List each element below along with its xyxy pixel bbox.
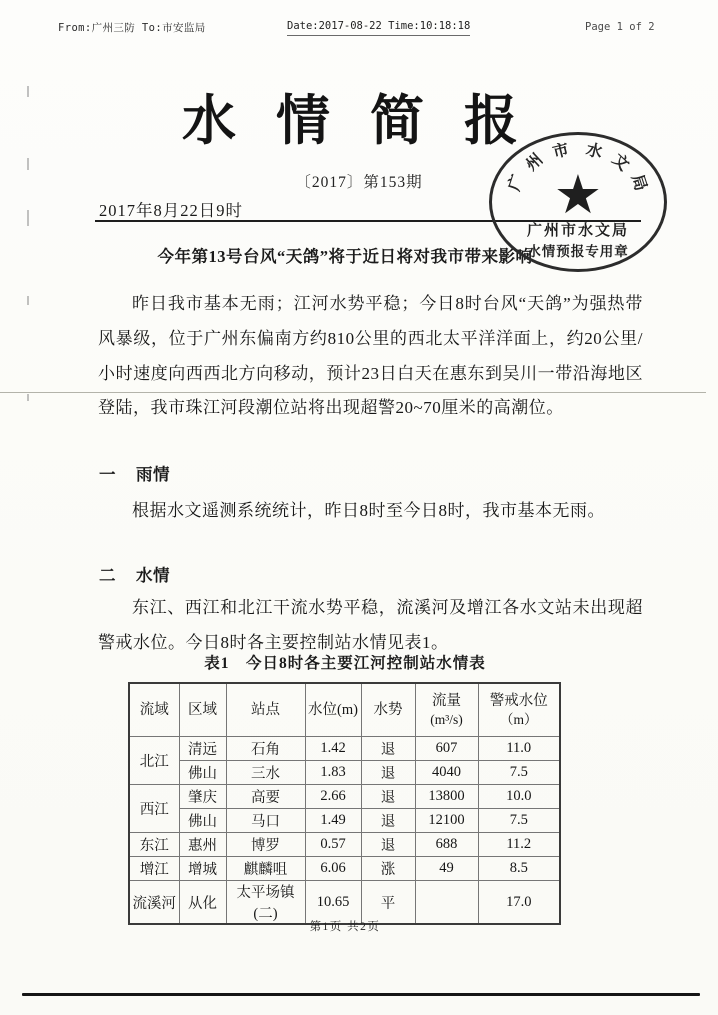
cell-flow: 607 (415, 737, 478, 761)
table-row (129, 833, 560, 857)
cell-region: 从化 (179, 881, 226, 925)
cell-warning: 7.5 (478, 809, 560, 833)
col-header-warning-label: 警戒水位 (489, 692, 548, 709)
cell-level: 1.49 (305, 809, 361, 833)
cell-level: 0.57 (305, 833, 361, 857)
cell-warning: 11.0 (478, 737, 560, 761)
stamp-arc-char: 局 (627, 172, 650, 194)
cell-region: 肇庆 (179, 785, 226, 809)
table-row (129, 857, 560, 881)
scan-artifact-mark (27, 394, 29, 401)
col-header-warning-unit: （m） (499, 711, 538, 727)
col-header-level: 水位(m) (305, 683, 361, 737)
water-level-table (128, 682, 561, 925)
cell-flow: 49 (415, 857, 478, 881)
bottom-scan-line (22, 993, 700, 996)
cell-flow: 12100 (415, 809, 478, 833)
stamp-arc-char: 广 (505, 172, 528, 194)
cell-flow: 4040 (415, 761, 478, 785)
section-1-title: 雨情 (136, 465, 170, 484)
cell-trend: 退 (361, 833, 415, 857)
table-header-row (129, 683, 560, 737)
scan-artifact-mark (27, 296, 29, 305)
cell-level: 6.06 (305, 857, 361, 881)
stamp-arc-char: 文 (608, 150, 633, 175)
cell-station: 高要 (226, 785, 305, 809)
col-header-basin: 流域 (129, 683, 179, 737)
cell-level: 2.66 (305, 785, 361, 809)
cell-basin: 增江 (129, 857, 179, 881)
cell-trend: 退 (361, 809, 415, 833)
stamp-arc-char: 水 (584, 141, 604, 162)
cell-station: 石角 (226, 737, 305, 761)
fax-page-number: Page 1 of 2 (585, 21, 655, 33)
cell-level: 1.83 (305, 761, 361, 785)
cell-region: 清远 (179, 737, 226, 761)
col-header-warning (478, 683, 560, 737)
report-date: 2017年8月22日9时 (99, 201, 243, 220)
scan-artifact-mark (27, 158, 29, 170)
cell-basin: 北江 (129, 737, 179, 785)
cell-station: 博罗 (226, 833, 305, 857)
table-row (129, 809, 560, 833)
table-caption: 表1 今日8时各主要江河控制站水情表 (204, 655, 486, 672)
scan-artifact-mark (27, 86, 29, 97)
cell-level: 10.65 (305, 881, 361, 925)
cell-level: 1.42 (305, 737, 361, 761)
issue-number: 〔2017〕第153期 (295, 174, 423, 191)
section-1-number: 一 (99, 465, 116, 484)
cell-warning: 7.5 (478, 761, 560, 785)
col-header-flow (415, 683, 478, 737)
cell-warning: 10.0 (478, 785, 560, 809)
section-2-title: 水情 (136, 566, 170, 585)
col-header-station: 站点 (226, 683, 305, 737)
stamp-arc-char: 市 (551, 141, 571, 162)
cell-region: 惠州 (179, 833, 226, 857)
cell-trend: 退 (361, 761, 415, 785)
stamp-arc-char: 州 (523, 150, 547, 175)
fax-datetime: Date:2017-08-22 Time:10:18:18 (287, 20, 470, 36)
cell-basin: 东江 (129, 833, 179, 857)
cell-station: 马口 (226, 809, 305, 833)
section-2-number: 二 (99, 566, 116, 585)
stamp-subtitle: 水情预报专用章 (527, 244, 629, 259)
section-2-heading (99, 562, 170, 586)
fax-from-to: From:广州三防 To:市安监局 (58, 22, 206, 34)
intro-paragraph: 昨日我市基本无雨；江河水势平稳；今日8时台风“天鸽”为强热带风暴级，位于广州东偏南方约810公里的西北太平洋洋面上，约20公里/小时速度向西西北方向移动，预计23日白天在惠东到吴川一带沿海地区登陆，我市珠江河段潮位站将出现超警20~70厘米的高潮位。 (98, 294, 643, 418)
cell-warning: 17.0 (478, 881, 560, 925)
cell-trend: 平 (361, 881, 415, 925)
cell-trend: 退 (361, 737, 415, 761)
section-1-body: 根据水文遥测系统统计，昨日8时至今日8时，我市基本无雨。 (132, 501, 605, 520)
section-2-body: 东江、西江和北江干流水势平稳，流溪河及增江各水文站未出现超警戒水位。今日8时各主要控制站水情见表1。 (98, 598, 643, 652)
cell-region: 佛山 (179, 809, 226, 833)
cell-station: 太平场镇(二) (226, 881, 305, 925)
cell-trend: 退 (361, 785, 415, 809)
col-header-flow-label: 流量 (432, 692, 461, 709)
cell-warning: 8.5 (478, 857, 560, 881)
col-header-trend: 水势 (361, 683, 415, 737)
col-header-flow-unit: (m³/s) (430, 711, 463, 727)
headline: 今年第13号台风“天鸽”将于近日将对我市带来影响 (157, 247, 533, 266)
cell-flow: 688 (415, 833, 478, 857)
document-title: 水情简报 (182, 91, 558, 151)
table-row (129, 761, 560, 785)
section-1-heading (99, 461, 170, 485)
page-footer: 第1页 共2页 (309, 921, 381, 933)
cell-flow: 13800 (415, 785, 478, 809)
official-stamp (489, 132, 667, 272)
cell-basin: 流溪河 (129, 881, 179, 925)
cell-trend: 涨 (361, 857, 415, 881)
stamp-org-name: 广州市水文局 (526, 223, 629, 239)
star-icon: ★ (553, 165, 603, 225)
col-header-region: 区域 (179, 683, 226, 737)
cell-station: 麒麟咀 (226, 857, 305, 881)
scan-artifact-mark (27, 210, 29, 226)
scan-artifact-line (0, 392, 706, 393)
cell-region: 增城 (179, 857, 226, 881)
table-row (129, 785, 560, 809)
table-row (129, 737, 560, 761)
cell-warning: 11.2 (478, 833, 560, 857)
cell-station: 三水 (226, 761, 305, 785)
cell-basin: 西江 (129, 785, 179, 833)
cell-region: 佛山 (179, 761, 226, 785)
